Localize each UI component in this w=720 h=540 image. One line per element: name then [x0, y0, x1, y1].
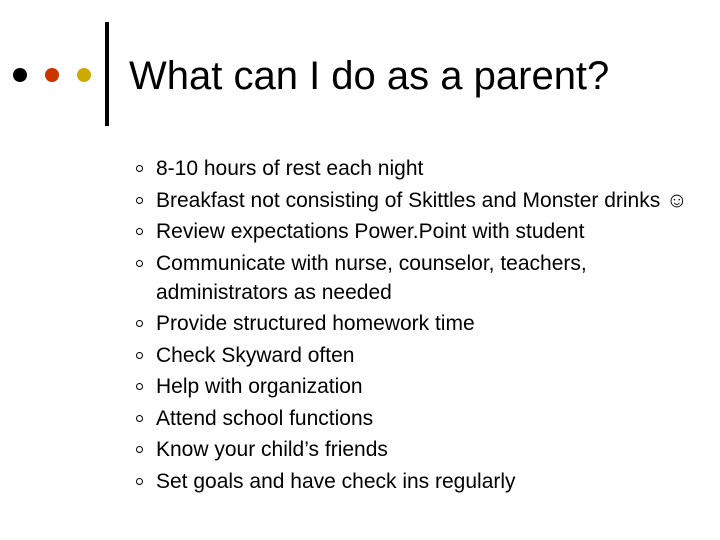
list-item [136, 249, 696, 307]
hollow-circle-bullet-icon [136, 260, 143, 267]
list-item-text: Check Skyward often [156, 343, 355, 367]
list-item-text: Know your child’s friends [156, 438, 388, 461]
accent-dot-red [45, 68, 59, 82]
list-item-text: Breakfast not consisting of Skittles and Monster drinks ☺ [156, 188, 688, 212]
list-item [136, 341, 696, 370]
list-item-text: Review expectations Power.Point with student [156, 220, 585, 243]
slide-title: What can I do as a parent? [129, 54, 610, 98]
list-item-text: Attend school functions [156, 406, 374, 430]
hollow-circle-bullet-icon [136, 415, 143, 422]
list-item-text: Provide structured homework time [156, 312, 475, 335]
hollow-circle-bullet-icon [136, 352, 143, 359]
title-divider [105, 22, 109, 126]
list-item [136, 467, 696, 496]
hollow-circle-bullet-icon [136, 228, 143, 235]
list-item [136, 372, 696, 401]
hollow-circle-bullet-icon [136, 320, 143, 327]
hollow-circle-bullet-icon [136, 478, 143, 485]
hollow-circle-bullet-icon [136, 446, 143, 453]
list-item [136, 309, 696, 338]
list-item [136, 435, 696, 464]
list-item-text: Set goals and have check ins regularly [156, 469, 516, 493]
list-item [136, 217, 696, 246]
list-item [136, 404, 696, 433]
hollow-circle-bullet-icon [136, 383, 143, 390]
list-item-text: Help with organization [156, 375, 363, 398]
accent-dot-black [13, 68, 27, 82]
list-item-text: 8-10 hours of rest each night [156, 157, 424, 180]
list-item [136, 186, 696, 215]
accent-dot-gold [77, 68, 91, 82]
list-item-text: Communicate with nurse, counselor, teachers, administrators as needed [156, 251, 587, 304]
bullet-list [136, 154, 696, 498]
list-item [136, 154, 696, 183]
hollow-circle-bullet-icon [136, 197, 143, 204]
hollow-circle-bullet-icon [136, 165, 143, 172]
